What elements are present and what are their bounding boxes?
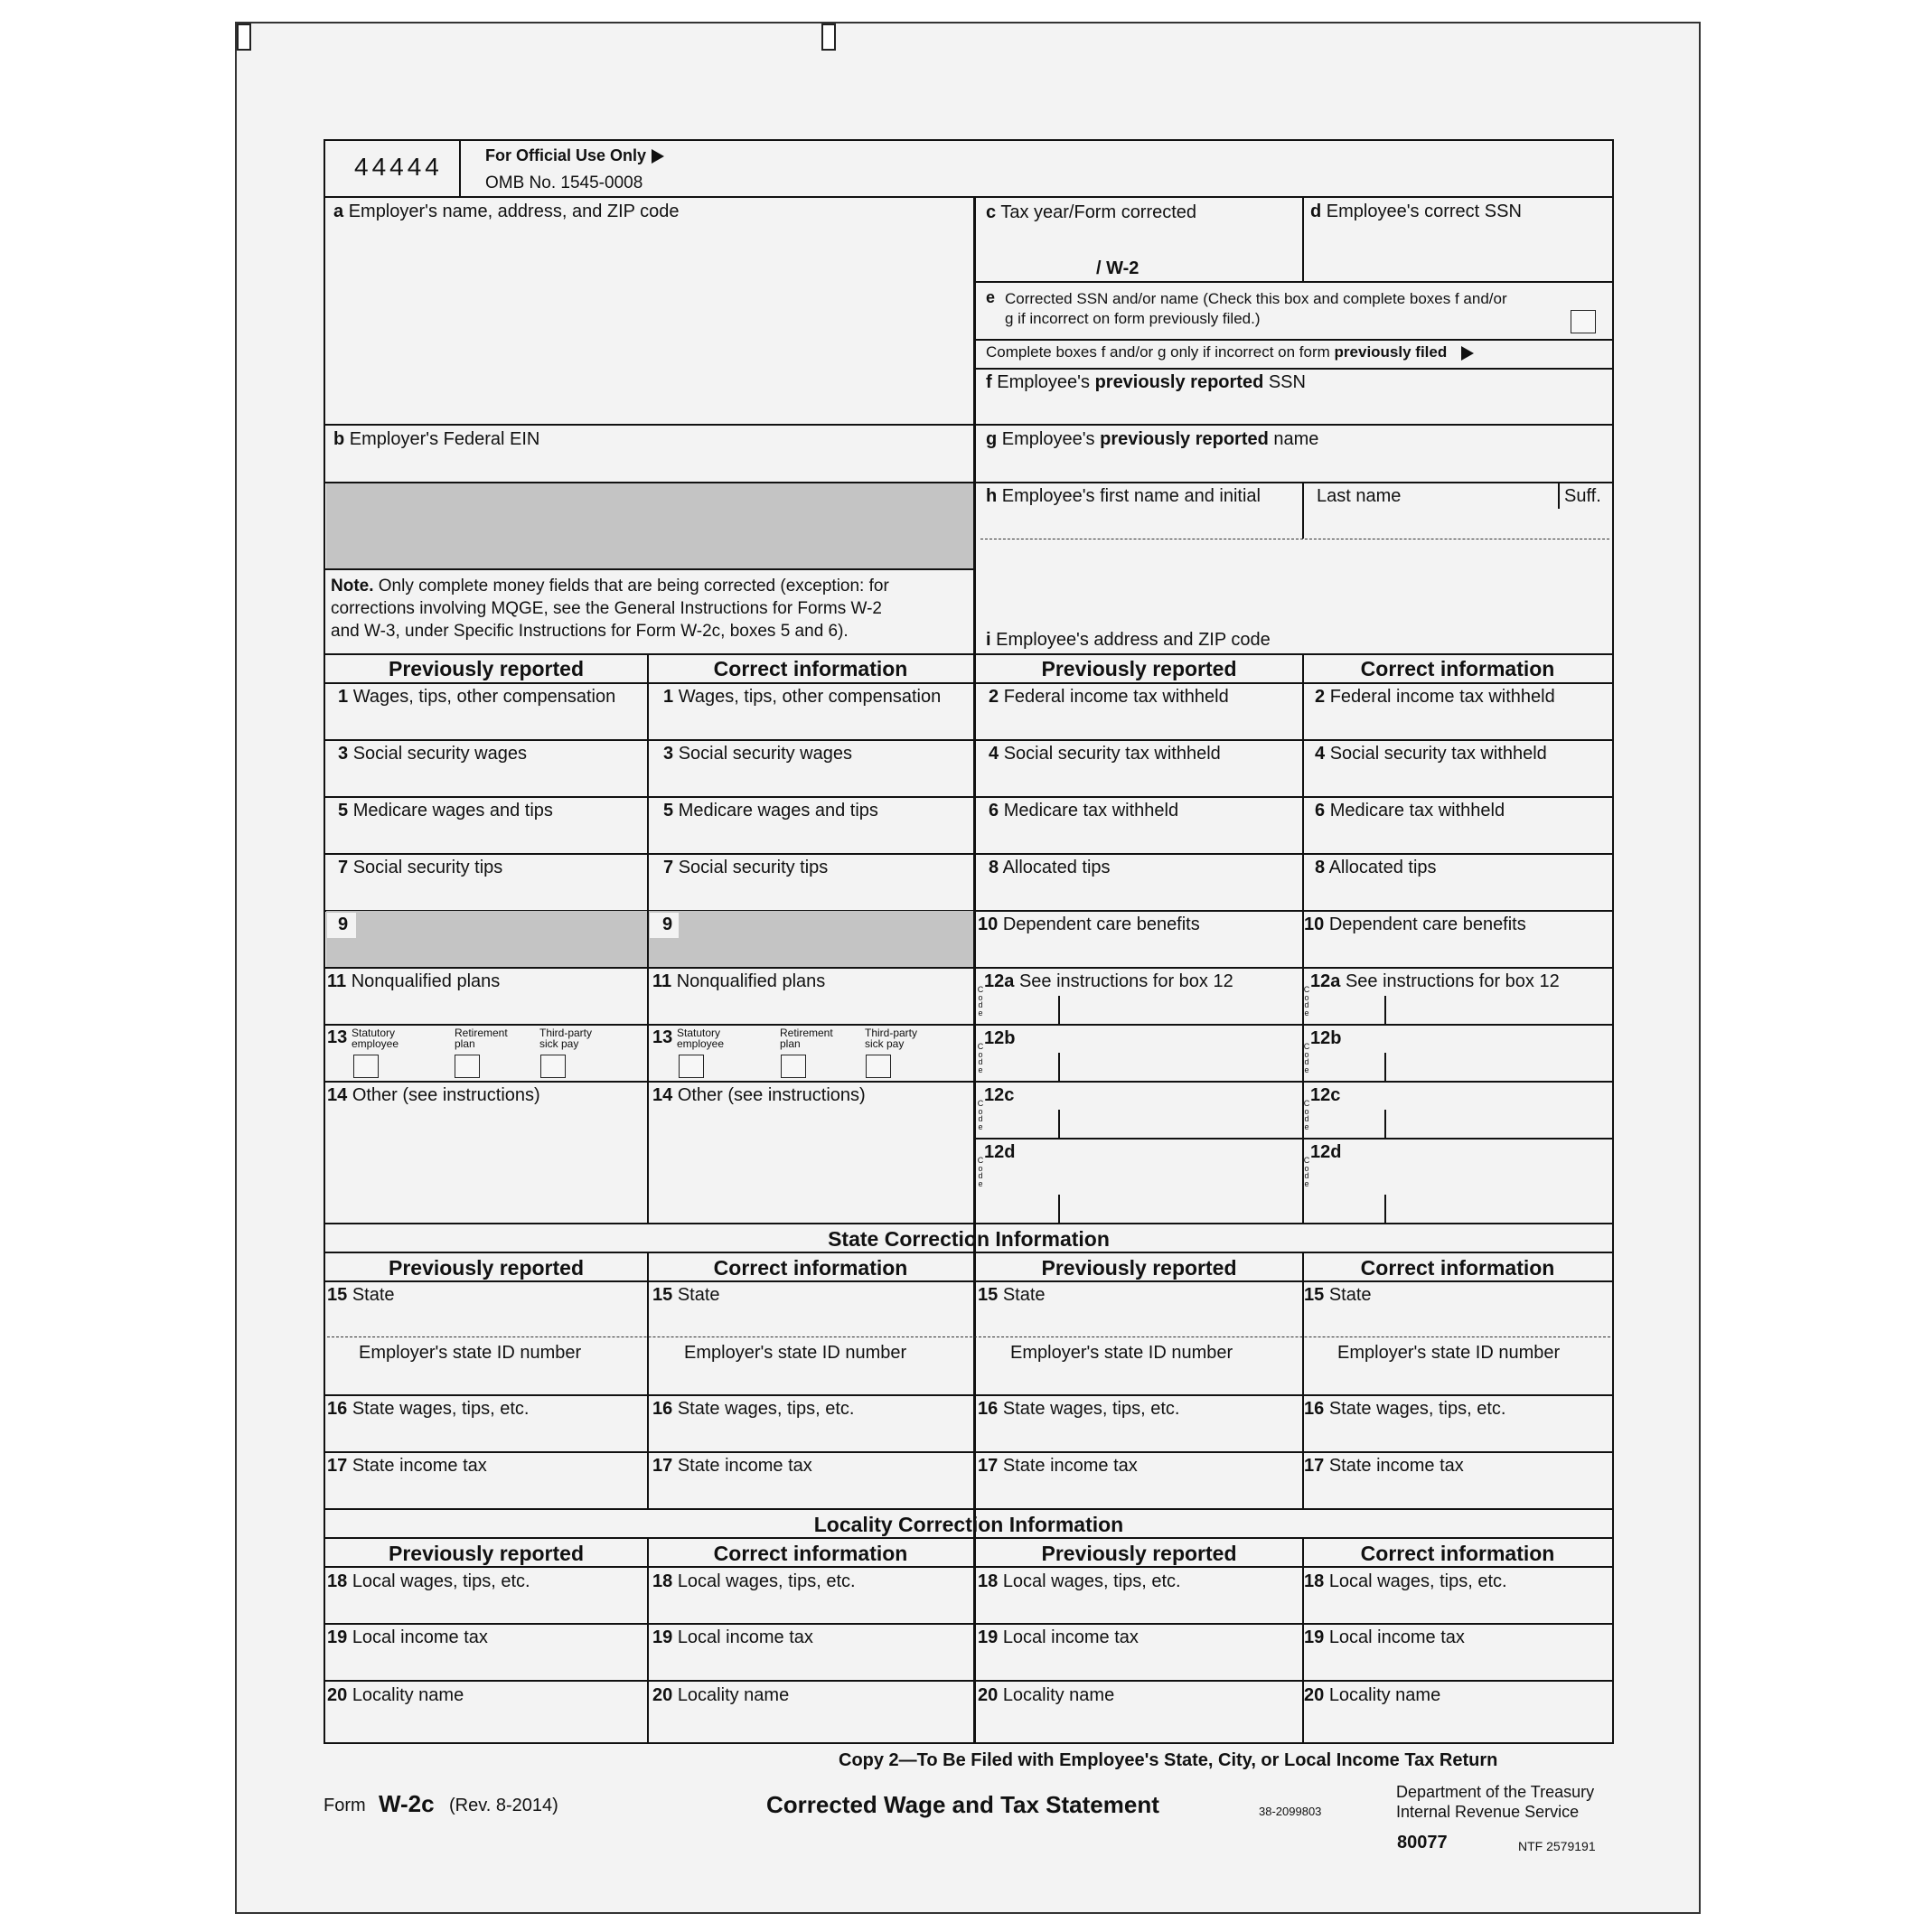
box17-2: State income tax: [677, 1456, 812, 1476]
box-c-label: Tax year/Form corrected: [1000, 202, 1197, 222]
official-use-label: For Official Use Only: [485, 145, 664, 165]
state-id-4: Employer's state ID number: [1337, 1343, 1561, 1363]
form-revision: (Rev. 8-2014): [449, 1796, 558, 1815]
box18-2: Local wages, tips, etc.: [677, 1571, 856, 1591]
local-hdr-correct-2: Correct information: [1360, 1542, 1555, 1565]
box-a-letter: a: [333, 202, 344, 221]
thirdparty-label-prev: Third-party sick pay: [539, 1027, 593, 1050]
box-h-last: Last name: [1317, 486, 1402, 506]
box2-correct: Federal income tax withheld: [1329, 687, 1555, 707]
box-d-label: Employee's correct SSN: [1326, 202, 1522, 221]
box-g-letter: g: [986, 429, 998, 449]
corrected-ssn-checkbox[interactable]: [1571, 310, 1596, 333]
box-c-value: / W-2: [1096, 258, 1140, 278]
box3-prev: Social security wages: [352, 744, 527, 764]
box12c-correct: 12c: [1310, 1085, 1341, 1105]
arrow-right-icon: [652, 149, 664, 164]
state-id-1: Employer's state ID number: [359, 1343, 582, 1363]
box17-4: State income tax: [1328, 1456, 1464, 1476]
box14-prev: Other (see instructions): [352, 1085, 540, 1105]
box12b-correct: 12b: [1310, 1028, 1342, 1048]
box12b-prev: 12b: [984, 1028, 1016, 1048]
box-e-line1: Corrected SSN and/or name (Check this box and complete boxes f and/or: [1005, 290, 1507, 307]
box12a-correct: See instructions for box 12: [1345, 971, 1560, 991]
box19-2: Local income tax: [677, 1627, 813, 1647]
local-hdr-prev-1: Previously reported: [388, 1542, 585, 1565]
box-b-letter: b: [333, 429, 345, 449]
box20-4: Locality name: [1328, 1685, 1441, 1705]
code-label-12b-prev: C o d e: [977, 1042, 984, 1074]
local-hdr-prev-2: Previously reported: [1041, 1542, 1237, 1565]
box19-3: Local income tax: [1002, 1627, 1139, 1647]
box11-correct: Nonqualified plans: [676, 971, 826, 991]
box-b-label: Employer's Federal EIN: [349, 429, 540, 449]
state-id-2: Employer's state ID number: [684, 1343, 907, 1363]
statutory-label-correct: Statutory employee: [677, 1027, 725, 1050]
box-f-bold: previously reported: [1094, 372, 1264, 392]
box5-correct: Medicare wages and tips: [678, 801, 878, 821]
thirdparty-checkbox-correct[interactable]: [866, 1055, 891, 1078]
box18-1: Local wages, tips, etc.: [352, 1571, 530, 1591]
box20-3: Locality name: [1002, 1685, 1115, 1705]
box7-correct: Social security tips: [678, 858, 829, 877]
state-hdr-prev-2: Previously reported: [1041, 1256, 1237, 1280]
box-f-post: SSN: [1268, 372, 1306, 392]
box17-3: State income tax: [1002, 1456, 1138, 1476]
note-bold: Note.: [331, 577, 374, 596]
box-e-line2: g if incorrect on form previously filed.): [1005, 310, 1261, 327]
box18-4: Local wages, tips, etc.: [1328, 1571, 1507, 1591]
box19-1: Local income tax: [352, 1627, 488, 1647]
state-section-title: State Correction Information: [828, 1227, 1110, 1251]
box3-correct: Social security wages: [678, 744, 852, 764]
box5-prev: Medicare wages and tips: [352, 801, 553, 821]
box-a-label: Employer's name, address, and ZIP code: [348, 202, 680, 221]
registration-mark-center: [821, 23, 836, 51]
hdr-prev-1: Previously reported: [388, 657, 585, 680]
retirement-label-prev: Retirement plan: [455, 1027, 508, 1050]
box8-correct: Allocated tips: [1328, 858, 1437, 877]
dept-line2: Internal Revenue Service: [1396, 1803, 1580, 1821]
box19-4: Local income tax: [1328, 1627, 1465, 1647]
box-g-post: name: [1273, 429, 1319, 449]
thirdparty-label-correct: Third-party sick pay: [865, 1027, 918, 1050]
statutory-label-prev: Statutory employee: [352, 1027, 399, 1050]
box-h-first: Employee's first name and initial: [1001, 486, 1261, 506]
box16-4: State wages, tips, etc.: [1328, 1399, 1506, 1419]
catalog-number: 38-2099803: [1259, 1805, 1322, 1818]
dept-line1: Department of the Treasury: [1396, 1783, 1595, 1801]
box-f-letter: f: [986, 372, 992, 392]
box16-2: State wages, tips, etc.: [677, 1399, 855, 1419]
statutory-checkbox-prev[interactable]: [353, 1055, 379, 1078]
code-label-12d-correct: C o d e: [1303, 1156, 1310, 1188]
hdr-prev-2: Previously reported: [1041, 657, 1237, 680]
form-code: 44444: [354, 153, 443, 181]
code-label-12a-correct: C o d e: [1303, 985, 1310, 1018]
state-hdr-correct-2: Correct information: [1360, 1256, 1555, 1280]
hdr-correct-2: Correct information: [1360, 657, 1555, 680]
box12d-prev: 12d: [984, 1142, 1016, 1162]
registration-mark-left: [237, 23, 251, 51]
box20-2: Locality name: [677, 1685, 790, 1705]
box12d-correct: 12d: [1310, 1142, 1342, 1162]
note-line2: corrections involving MQGE, see the General Instructions for Forms W-2: [331, 599, 882, 618]
box-g-bold: previously reported: [1100, 429, 1269, 449]
note-line3: and W-3, under Specific Instructions for Form W-2c, boxes 5 and 6).: [331, 622, 849, 641]
box15-state-1: State: [352, 1285, 395, 1305]
retirement-checkbox-correct[interactable]: [781, 1055, 806, 1078]
box14-correct: Other (see instructions): [677, 1085, 866, 1105]
box16-3: State wages, tips, etc.: [1002, 1399, 1180, 1419]
box8-prev: Allocated tips: [1002, 858, 1111, 877]
box1-prev: Wages, tips, other compensation: [352, 687, 616, 707]
state-hdr-prev-1: Previously reported: [388, 1256, 585, 1280]
code-label-12a-prev: C o d e: [977, 985, 984, 1018]
form-title: Corrected Wage and Tax Statement: [766, 1791, 1159, 1818]
box9-prev: 9: [338, 914, 349, 934]
box-c-letter: c: [986, 202, 997, 222]
box16-1: State wages, tips, etc.: [352, 1399, 530, 1419]
hdr-correct-1: Correct information: [713, 657, 908, 680]
code-label-12d-prev: C o d e: [977, 1156, 984, 1188]
box12a-prev: See instructions for box 12: [1018, 971, 1233, 991]
form-word: Form: [324, 1796, 366, 1815]
form-name: W-2c: [379, 1790, 435, 1817]
box11-prev: Nonqualified plans: [351, 971, 501, 991]
box20-1: Locality name: [352, 1685, 464, 1705]
box18-3: Local wages, tips, etc.: [1002, 1571, 1181, 1591]
statutory-checkbox-correct[interactable]: [679, 1055, 704, 1078]
box17-1: State income tax: [352, 1456, 487, 1476]
code-label-12c-correct: C o d e: [1303, 1099, 1310, 1131]
box-h-suffix: Suff.: [1564, 486, 1601, 506]
code-label-12c-prev: C o d e: [977, 1099, 984, 1131]
copy-statement: Copy 2—To Be Filed with Employee's State, City, or Local Income Tax Return: [839, 1750, 1498, 1770]
box10-prev: Dependent care benefits: [1002, 914, 1200, 934]
box-e-letter: e: [986, 288, 996, 306]
box-i-letter: i: [986, 630, 991, 650]
box15-state-4: State: [1328, 1285, 1372, 1305]
box12c-prev: 12c: [984, 1085, 1015, 1105]
box1-correct: Wages, tips, other compensation: [678, 687, 942, 707]
box13-num-prev: 13: [327, 1027, 348, 1047]
retirement-checkbox-prev[interactable]: [455, 1055, 480, 1078]
box10-correct: Dependent care benefits: [1328, 914, 1526, 934]
box15-state-2: State: [677, 1285, 720, 1305]
thirdparty-checkbox-prev[interactable]: [540, 1055, 566, 1078]
box6-prev: Medicare tax withheld: [1003, 801, 1179, 821]
complete-note: Complete boxes f and/or g only if incorrect on form previously filed: [986, 342, 1474, 362]
form-code-80077: 80077: [1397, 1833, 1448, 1852]
state-id-3: Employer's state ID number: [1010, 1343, 1233, 1363]
box9-correct: 9: [662, 914, 673, 934]
box-f-pre: Employee's: [997, 372, 1090, 392]
box-d-letter: d: [1310, 202, 1322, 221]
code-label-12b-correct: C o d e: [1303, 1042, 1310, 1074]
box13-num-correct: 13: [652, 1027, 673, 1047]
box2-prev: Federal income tax withheld: [1003, 687, 1229, 707]
ntf-number: NTF 2579191: [1518, 1839, 1596, 1853]
locality-section-title: Locality Correction Information: [813, 1513, 1124, 1536]
local-hdr-correct-1: Correct information: [713, 1542, 908, 1565]
note-line1: Only complete money fields that are being corrected (exception: for: [378, 577, 889, 596]
box4-prev: Social security tax withheld: [1003, 744, 1221, 764]
box15-state-3: State: [1002, 1285, 1046, 1305]
omb-number: OMB No. 1545-0008: [485, 174, 643, 192]
box-i-label: Employee's address and ZIP code: [996, 630, 1271, 650]
state-hdr-correct-1: Correct information: [713, 1256, 908, 1280]
box4-correct: Social security tax withheld: [1329, 744, 1547, 764]
box-g-pre: Employee's: [1001, 429, 1095, 449]
box-h-letter: h: [986, 486, 998, 506]
arrow-right-icon: [1461, 346, 1474, 361]
box7-prev: Social security tips: [352, 858, 503, 877]
box6-correct: Medicare tax withheld: [1329, 801, 1505, 821]
retirement-label-correct: Retirement plan: [780, 1027, 833, 1050]
